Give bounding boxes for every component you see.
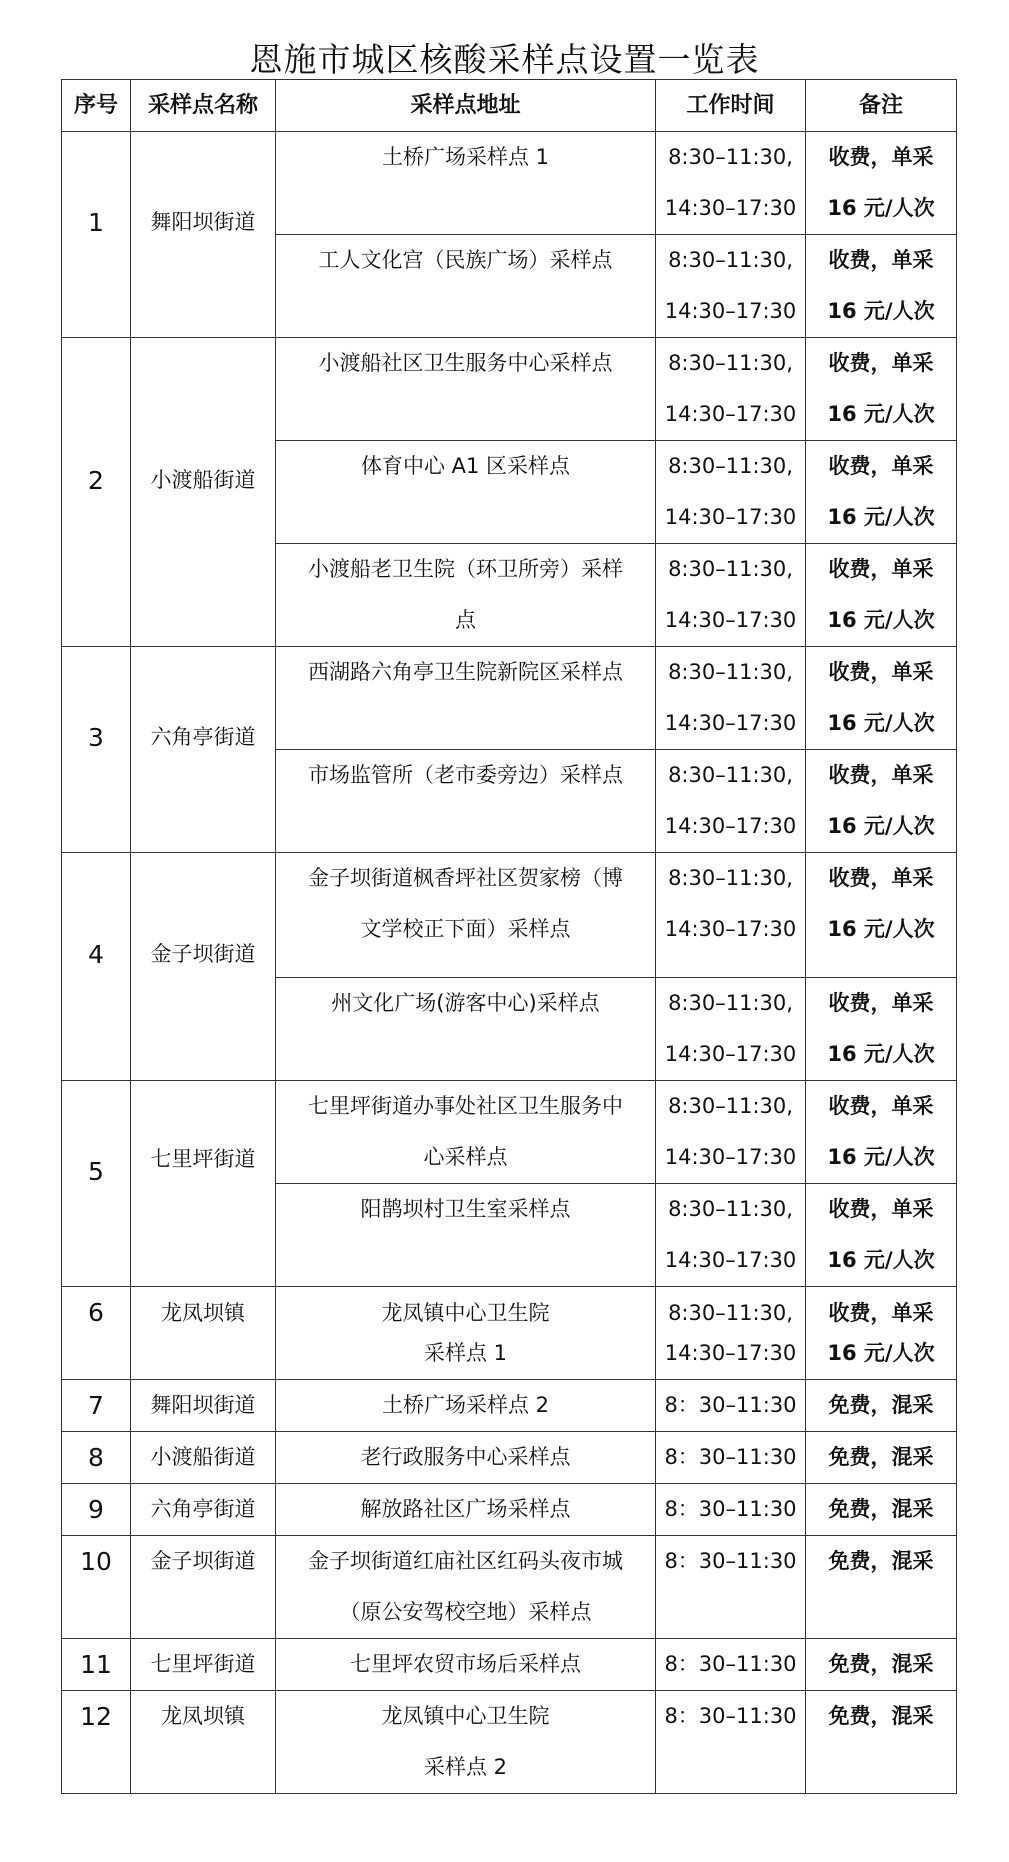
row-name: 金子坝街道 bbox=[131, 853, 276, 1081]
row-address: 土桥广场采样点 1 bbox=[276, 132, 656, 235]
row-seq: 5 bbox=[62, 1081, 131, 1287]
row-note: 免费，混采 bbox=[806, 1691, 957, 1794]
row-name: 小渡船街道 bbox=[131, 1432, 276, 1484]
row-seq: 9 bbox=[62, 1484, 131, 1536]
row-time: 8：30–11:30 bbox=[656, 1484, 806, 1536]
row-name: 小渡船街道 bbox=[131, 338, 276, 647]
header-seq: 序号 bbox=[62, 80, 131, 132]
row-address: 西湖路六角亭卫生院新院区采样点 bbox=[276, 647, 656, 750]
row-seq: 3 bbox=[62, 647, 131, 853]
row-seq: 2 bbox=[62, 338, 131, 647]
row-name: 龙凤坝镇 bbox=[131, 1691, 276, 1794]
row-address: 体育中心 A1 区采样点 bbox=[276, 441, 656, 544]
row-time: 8：30–11:30 bbox=[656, 1432, 806, 1484]
row-time: 8:30–11:30, 14:30–17:30 bbox=[656, 441, 806, 544]
row-time: 8：30–11:30 bbox=[656, 1536, 806, 1639]
row-seq: 12 bbox=[62, 1691, 131, 1794]
header-time: 工作时间 bbox=[656, 80, 806, 132]
table-row bbox=[62, 1484, 957, 1536]
row-name: 七里坪街道 bbox=[131, 1081, 276, 1287]
table-row bbox=[62, 132, 957, 235]
table-row bbox=[62, 647, 957, 750]
row-time: 8:30–11:30, 14:30–17:30 bbox=[656, 132, 806, 235]
row-seq: 11 bbox=[62, 1639, 131, 1691]
row-note: 收费，单采 16 元/人次 bbox=[806, 544, 957, 647]
row-name: 六角亭街道 bbox=[131, 647, 276, 853]
row-address: 龙凤镇中心卫生院 采样点 1 bbox=[276, 1287, 656, 1380]
row-note: 免费，混采 bbox=[806, 1484, 957, 1536]
row-address: 州文化广场(游客中心)采样点 bbox=[276, 978, 656, 1081]
row-time: 8：30–11:30 bbox=[656, 1380, 806, 1432]
row-seq: 4 bbox=[62, 853, 131, 1081]
row-note: 免费，混采 bbox=[806, 1432, 957, 1484]
row-note: 收费，单采 16 元/人次 bbox=[806, 1287, 957, 1380]
row-seq: 10 bbox=[62, 1536, 131, 1639]
header-name: 采样点名称 bbox=[131, 80, 276, 132]
row-note: 免费，混采 bbox=[806, 1639, 957, 1691]
row-address: 土桥广场采样点 2 bbox=[276, 1380, 656, 1432]
row-note: 收费，单采 16 元/人次 bbox=[806, 441, 957, 544]
row-note: 收费，单采 16 元/人次 bbox=[806, 338, 957, 441]
row-address: 解放路社区广场采样点 bbox=[276, 1484, 656, 1536]
row-address: 金子坝街道红庙社区红码头夜市城 （原公安驾校空地）采样点 bbox=[276, 1536, 656, 1639]
table-row bbox=[62, 1432, 957, 1484]
row-time: 8:30–11:30, 14:30–17:30 bbox=[656, 1287, 806, 1380]
table-row bbox=[62, 338, 957, 441]
row-time: 8:30–11:30, 14:30–17:30 bbox=[656, 750, 806, 853]
row-note: 收费，单采 16 元/人次 bbox=[806, 1081, 957, 1184]
table-header-row bbox=[62, 80, 957, 132]
row-time: 8:30–11:30, 14:30–17:30 bbox=[656, 1184, 806, 1287]
row-time: 8:30–11:30, 14:30–17:30 bbox=[656, 235, 806, 338]
row-time: 8:30–11:30, 14:30–17:30 bbox=[656, 647, 806, 750]
row-time: 8:30–11:30, 14:30–17:30 bbox=[656, 978, 806, 1081]
row-note: 收费，单采 16 元/人次 bbox=[806, 1184, 957, 1287]
row-address: 阳鹊坝村卫生室采样点 bbox=[276, 1184, 656, 1287]
row-note: 收费，单采 16 元/人次 bbox=[806, 978, 957, 1081]
row-address: 龙凤镇中心卫生院 采样点 2 bbox=[276, 1691, 656, 1794]
row-address: 七里坪农贸市场后采样点 bbox=[276, 1639, 656, 1691]
table-row bbox=[62, 1287, 957, 1380]
table-row bbox=[62, 1536, 957, 1639]
row-address: 七里坪街道办事处社区卫生服务中 心采样点 bbox=[276, 1081, 656, 1184]
row-address: 工人文化宫（民族广场）采样点 bbox=[276, 235, 656, 338]
header-note: 备注 bbox=[806, 80, 957, 132]
page-title: 恩施市城区核酸采样点设置一览表 bbox=[249, 40, 760, 79]
row-time: 8:30–11:30, 14:30–17:30 bbox=[656, 544, 806, 647]
row-note: 收费，单采 16 元/人次 bbox=[806, 132, 957, 235]
row-note: 免费，混采 bbox=[806, 1380, 957, 1432]
row-seq: 7 bbox=[62, 1380, 131, 1432]
row-seq: 6 bbox=[62, 1287, 131, 1380]
table-row bbox=[62, 853, 957, 978]
row-note: 收费，单采 16 元/人次 bbox=[806, 750, 957, 853]
row-name: 龙凤坝镇 bbox=[131, 1287, 276, 1380]
row-address: 市场监管所（老市委旁边）采样点 bbox=[276, 750, 656, 853]
row-address: 老行政服务中心采样点 bbox=[276, 1432, 656, 1484]
row-time: 8:30–11:30, 14:30–17:30 bbox=[656, 853, 806, 978]
row-address: 小渡船社区卫生服务中心采样点 bbox=[276, 338, 656, 441]
row-name: 舞阳坝街道 bbox=[131, 1380, 276, 1432]
row-time: 8：30–11:30 bbox=[656, 1691, 806, 1794]
row-address: 金子坝街道枫香坪社区贺家榜（博 文学校正下面）采样点 bbox=[276, 853, 656, 978]
row-name: 七里坪街道 bbox=[131, 1639, 276, 1691]
table-row bbox=[62, 1691, 957, 1794]
row-note: 收费，单采 16 元/人次 bbox=[806, 235, 957, 338]
row-time: 8:30–11:30, 14:30–17:30 bbox=[656, 1081, 806, 1184]
row-time: 8:30–11:30, 14:30–17:30 bbox=[656, 338, 806, 441]
row-note: 收费，单采 16 元/人次 bbox=[806, 853, 957, 978]
row-note: 收费，单采 16 元/人次 bbox=[806, 647, 957, 750]
row-name: 金子坝街道 bbox=[131, 1536, 276, 1639]
row-name: 六角亭街道 bbox=[131, 1484, 276, 1536]
row-note: 免费，混采 bbox=[806, 1536, 957, 1639]
table-row bbox=[62, 1081, 957, 1184]
table-row bbox=[62, 1639, 957, 1691]
sampling-points-table bbox=[61, 79, 957, 1794]
header-address: 采样点地址 bbox=[276, 80, 656, 132]
row-name: 舞阳坝街道 bbox=[131, 132, 276, 338]
row-address: 小渡船老卫生院（环卫所旁）采样 点 bbox=[276, 544, 656, 647]
row-time: 8：30–11:30 bbox=[656, 1639, 806, 1691]
row-seq: 1 bbox=[62, 132, 131, 338]
row-seq: 8 bbox=[62, 1432, 131, 1484]
table-row bbox=[62, 1380, 957, 1432]
